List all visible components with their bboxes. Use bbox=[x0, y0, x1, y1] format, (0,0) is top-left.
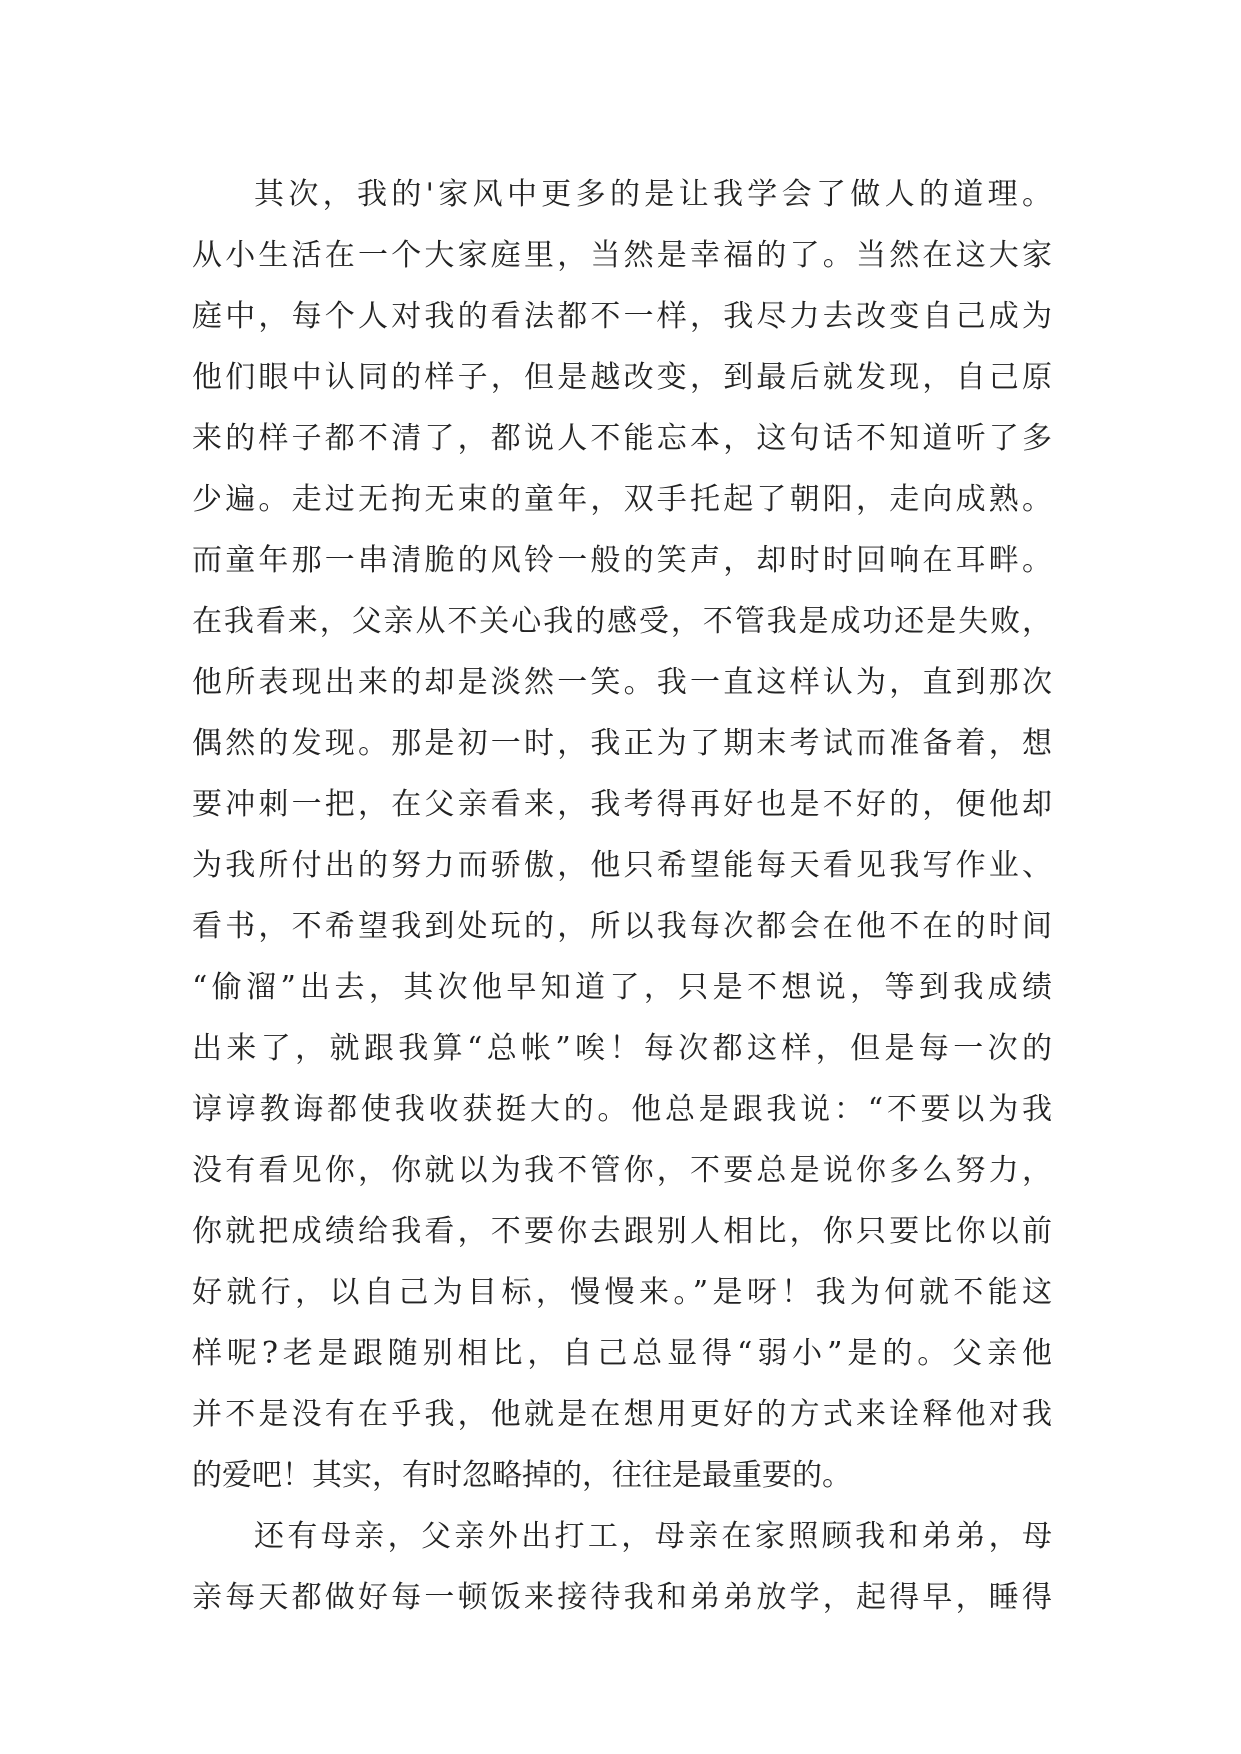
paragraph-1-line-15: 出来了，就跟我算“总帐”唉！每次都这样，但是每一次的 bbox=[192, 1031, 1052, 1066]
paragraph-1-line-4: 他们眼中认同的样子，但是越改变，到最后就发现，自己原 bbox=[192, 360, 1052, 395]
paragraph-1-line-17: 没有看见你，你就以为我不管你，不要总是说你多么努力， bbox=[192, 1153, 1052, 1188]
paragraph-1-line-13: 看书，不希望我到处玩的，所以我每次都会在他不在的时间 bbox=[192, 909, 1052, 944]
paragraph-2-line-2: 亲每天都做好每一顿饭来接待我和弟弟放学，起得早，睡得 bbox=[192, 1580, 1052, 1615]
paragraph-1-line-14: “偷溜”出去，其次他早知道了，只是不想说，等到我成绩 bbox=[192, 970, 1052, 1005]
paragraph-1-line-1: 其次，我的'家风中更多的是让我学会了做人的道理。 bbox=[254, 177, 1052, 212]
paragraph-1-line-12: 为我所付出的努力而骄傲，他只希望能每天看见我写作业、 bbox=[192, 848, 1052, 883]
paragraph-1-line-16: 谆谆教诲都使我收获挺大的。他总是跟我说：“不要以为我 bbox=[192, 1092, 1052, 1127]
paragraph-1-line-20: 样呢?老是跟随别相比，自己总显得“弱小”是的。父亲他 bbox=[192, 1336, 1052, 1371]
paragraph-1-line-22: 的爱吧！其实，有时忽略掉的，往往是最重要的。 bbox=[192, 1458, 852, 1493]
paragraph-1-line-11: 要冲刺一把，在父亲看来，我考得再好也是不好的，便他却 bbox=[192, 787, 1052, 822]
paragraph-1-line-18: 你就把成绩给我看，不要你去跟别人相比，你只要比你以前 bbox=[192, 1214, 1052, 1249]
paragraph-1-line-3: 庭中，每个人对我的看法都不一样，我尽力去改变自己成为 bbox=[192, 299, 1052, 334]
paragraph-1-line-5: 来的样子都不清了，都说人不能忘本，这句话不知道听了多 bbox=[192, 421, 1052, 456]
paragraph-1-line-7: 而童年那一串清脆的风铃一般的笑声，却时时回响在耳畔。 bbox=[192, 543, 1052, 578]
paragraph-1-line-10: 偶然的发现。那是初一时，我正为了期末考试而准备着，想 bbox=[192, 726, 1052, 761]
paragraph-1-line-9: 他所表现出来的却是淡然一笑。我一直这样认为，直到那次 bbox=[192, 665, 1052, 700]
paragraph-2-line-1: 还有母亲，父亲外出打工，母亲在家照顾我和弟弟，母 bbox=[254, 1519, 1052, 1554]
body-text bbox=[192, 164, 1052, 1628]
paragraph-1-line-2: 从小生活在一个大家庭里，当然是幸福的了。当然在这大家 bbox=[192, 238, 1052, 273]
paragraph-1-line-19: 好就行，以自己为目标，慢慢来。”是呀！我为何就不能这 bbox=[192, 1275, 1052, 1310]
paragraph-1-line-8: 在我看来，父亲从不关心我的感受，不管我是成功还是失败， bbox=[192, 604, 1052, 639]
paragraph-1-line-21: 并不是没有在乎我，他就是在想用更好的方式来诠释他对我 bbox=[192, 1397, 1052, 1432]
paragraph-1-line-6: 少遍。走过无拘无束的童年，双手托起了朝阳，走向成熟。 bbox=[192, 482, 1052, 517]
